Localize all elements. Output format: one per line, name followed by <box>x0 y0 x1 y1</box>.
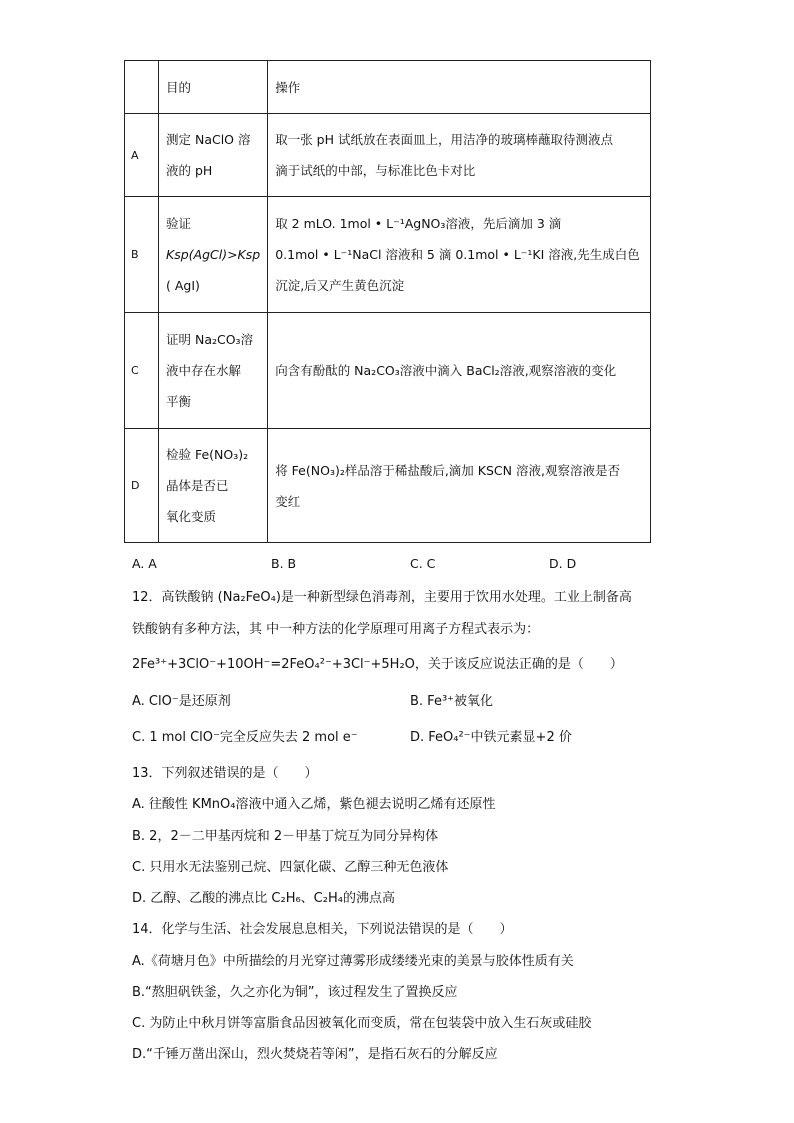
row-label: D <box>125 429 159 543</box>
table-row <box>125 114 651 197</box>
table-row <box>125 197 651 313</box>
q11-option-c: C. C <box>410 556 436 571</box>
q13-stem: 13．下列叙述错误的是（ ） <box>132 766 318 781</box>
q12-equation: 2Fe³⁺+3ClO⁻+10OH⁻=2FeO₄²⁻+3Cl⁻+5H₂O，关于该反应说法正确的是（ ） <box>132 657 623 672</box>
purpose-line: 验证 <box>166 216 192 231</box>
operation-line: 沉淀,后又产生黄色沉淀 <box>275 278 405 293</box>
header-operation-cell: 操作 <box>268 61 651 114</box>
purpose-line: 测定 NaClO 溶 <box>166 132 251 147</box>
row-label: B <box>125 197 159 313</box>
purpose-line: 证明 Na₂CO₃溶 <box>166 332 254 347</box>
row-purpose <box>159 114 268 197</box>
purpose-line: ( AgI) <box>166 278 200 293</box>
row-operation <box>268 197 651 313</box>
purpose-line: 晶体是否已 <box>166 478 229 493</box>
operation-line: 将 Fe(NO₃)₂样品溶于稀盐酸后,滴加 KSCN 溶液,观察溶液是否 <box>275 462 620 478</box>
operation-line: 变红 <box>275 493 301 509</box>
q14-option-b: B.“熬胆矾铁釜，久之亦化为铜”，该过程发生了置换反应 <box>132 985 458 1000</box>
purpose-line: 氧化变质 <box>166 509 217 524</box>
q14-option-a: A.《荷塘月色》中所描绘的月光穿过薄雾形成缕缕光束的美景与胶体性质有关 <box>132 954 574 969</box>
q12-option-d: D. FeO₄²⁻中铁元素显+2 价 <box>410 730 572 745</box>
row-label: C <box>125 313 159 429</box>
operation-line: 取 2 mLO. 1mol • L⁻¹AgNO₃溶液，先后滴加 3 滴 <box>275 216 562 231</box>
row-purpose <box>159 197 268 313</box>
q11-option-d: D. D <box>549 556 577 571</box>
row-purpose <box>159 313 268 429</box>
purpose-line: 液中存在水解 <box>166 363 242 378</box>
q12-option-b: B. Fe³⁺被氧化 <box>410 694 494 709</box>
q12-stem-line1: 12．高铁酸钠 (Na₂FeO₄)是一种新型绿色消毒剂，主要用于饮用水处理。工业上制备高 <box>132 590 632 605</box>
experiment-table <box>124 60 651 543</box>
q12-option-c: C. 1 mol ClO⁻完全反应失去 2 mol e⁻ <box>132 730 358 745</box>
operation-line: 取一张 pH 试纸放在表面皿上，用洁净的玻璃棒蘸取待测液点 <box>275 132 613 147</box>
row-purpose <box>159 429 268 543</box>
header-purpose-cell: 目的 <box>159 61 268 114</box>
q11-option-b: B. B <box>271 556 297 571</box>
table-row <box>125 313 651 429</box>
purpose-line: 检验 Fe(NO₃)₂ <box>166 447 249 462</box>
q12-option-a: A. ClO⁻是还原剂 <box>132 694 231 709</box>
q12-stem-line2: 铁酸钠有多种方法，其 中一种方法的化学原理可用离子方程式表示为： <box>132 622 540 637</box>
row-operation <box>268 313 651 429</box>
operation-line: 0.1mol • L⁻¹NaCl 溶液和 5 滴 0.1mol • L⁻¹KI 溶液,先生成白色 <box>275 247 640 262</box>
table-header-row <box>125 61 651 114</box>
q13-option-d: D. 乙醇、乙酸的沸点比 C₂H₆、C₂H₄的沸点高 <box>132 891 395 906</box>
q13-option-b: B. 2，2－二甲基丙烷和 2－甲基丁烷互为同分异构体 <box>132 829 439 844</box>
row-operation <box>268 429 651 543</box>
operation-line: 滴于试纸的中部，与标准比色卡对比 <box>275 163 476 178</box>
q13-option-a: A. 往酸性 KMnO₄溶液中通入乙烯，紫色褪去说明乙烯有还原性 <box>132 797 496 812</box>
table-row <box>125 429 651 543</box>
q14-stem: 14．化学与生活、社会发展息息相关，下列说法错误的是（ ） <box>132 922 513 937</box>
q13-option-c: C. 只用水无法鉴别己烷、四氯化碳、乙醇三种无色液体 <box>132 860 449 875</box>
purpose-line: 液的 pH <box>166 163 213 178</box>
operation-line: 向含有酚酞的 Na₂CO₃溶液中滴入 BaCl₂溶液,观察溶液的变化 <box>275 363 617 378</box>
purpose-line: Ksp(AgCl)>Ksp <box>166 247 261 262</box>
q11-option-a: A. A <box>132 556 157 571</box>
header-label-cell <box>125 61 159 114</box>
row-label: A <box>125 114 159 197</box>
row-operation <box>268 114 651 197</box>
q14-option-c: C. 为防止中秋月饼等富脂食品因被氧化而变质，常在包装袋中放入生石灰或硅胶 <box>132 1016 592 1031</box>
q14-option-d: D.“千锤万凿出深山，烈火焚烧若等闲”，是指石灰石的分解反应 <box>132 1047 498 1062</box>
purpose-line: 平衡 <box>166 394 192 409</box>
